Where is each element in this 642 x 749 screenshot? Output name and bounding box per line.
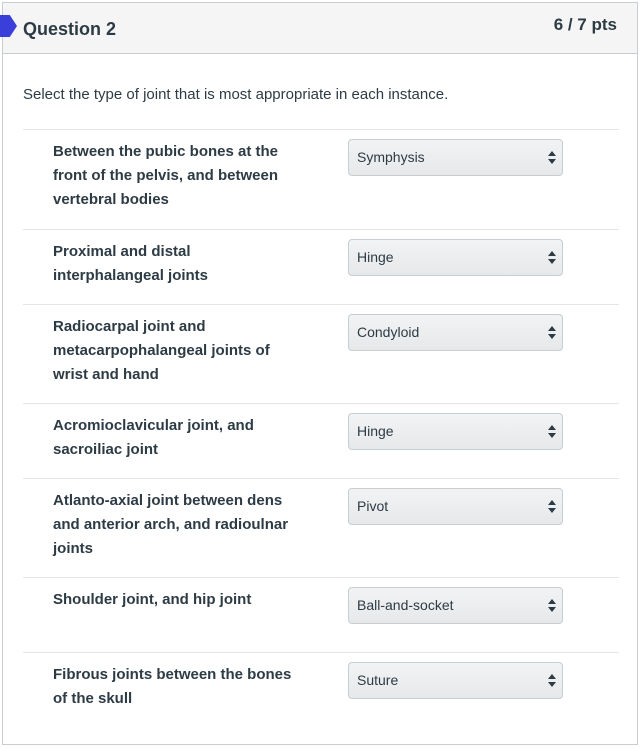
- select-value: Ball-and-socket: [357, 597, 454, 613]
- select-arrows-icon: [548, 674, 556, 688]
- select-arrows-icon: [548, 251, 556, 265]
- answer-select[interactable]: [348, 488, 563, 525]
- answer-label: Proximal and distal interphalangeal joints: [53, 243, 209, 284]
- answer-row: [23, 130, 619, 230]
- answer-label: Between the pubic bones at the front of the pelvis, and between vertebral bodies: [53, 143, 279, 208]
- select-arrows-icon: [548, 425, 556, 439]
- answer-select[interactable]: [348, 587, 563, 624]
- answer-list: [23, 129, 619, 728]
- select-arrows-icon: [548, 326, 556, 340]
- answer-label: Acromioclavicular joint, and sacroiliac joint: [53, 417, 254, 458]
- answer-select[interactable]: [348, 662, 563, 699]
- question-flag-icon[interactable]: [0, 15, 17, 37]
- answer-row: [23, 230, 619, 305]
- question-card: [2, 2, 638, 745]
- answer-select[interactable]: [348, 413, 563, 450]
- question-header: [3, 3, 637, 54]
- answer-select[interactable]: [348, 239, 563, 276]
- select-value: Symphysis: [357, 149, 425, 165]
- select-value: Hinge: [357, 249, 394, 265]
- select-value: Hinge: [357, 423, 394, 439]
- answer-label: Fibrous joints between the bones of the skull: [53, 666, 292, 707]
- select-value: Suture: [357, 672, 399, 688]
- answer-row: [23, 404, 619, 479]
- answer-row: [23, 653, 619, 728]
- question-title: Question 2: [23, 19, 117, 39]
- answer-row: [23, 578, 619, 653]
- points-score: 6 / 7 pts: [553, 15, 617, 34]
- select-value: Pivot: [357, 498, 389, 514]
- answer-row: [23, 479, 619, 578]
- answer-row: [23, 305, 619, 404]
- select-arrows-icon: [548, 151, 556, 165]
- select-arrows-icon: [548, 599, 556, 613]
- answer-select[interactable]: [348, 139, 563, 176]
- select-arrows-icon: [548, 500, 556, 514]
- select-value: Condyloid: [357, 324, 420, 340]
- answer-label: Atlanto-axial joint between dens and anterior arch, and radioulnar joints: [53, 492, 289, 557]
- answer-select[interactable]: [348, 314, 563, 351]
- answer-label: Shoulder joint, and hip joint: [53, 591, 252, 608]
- answer-label: Radiocarpal joint and metacarpophalangeal joints of wrist and hand: [53, 318, 270, 383]
- question-text: Select the type of joint that is most appropriate in each instance.: [23, 86, 449, 103]
